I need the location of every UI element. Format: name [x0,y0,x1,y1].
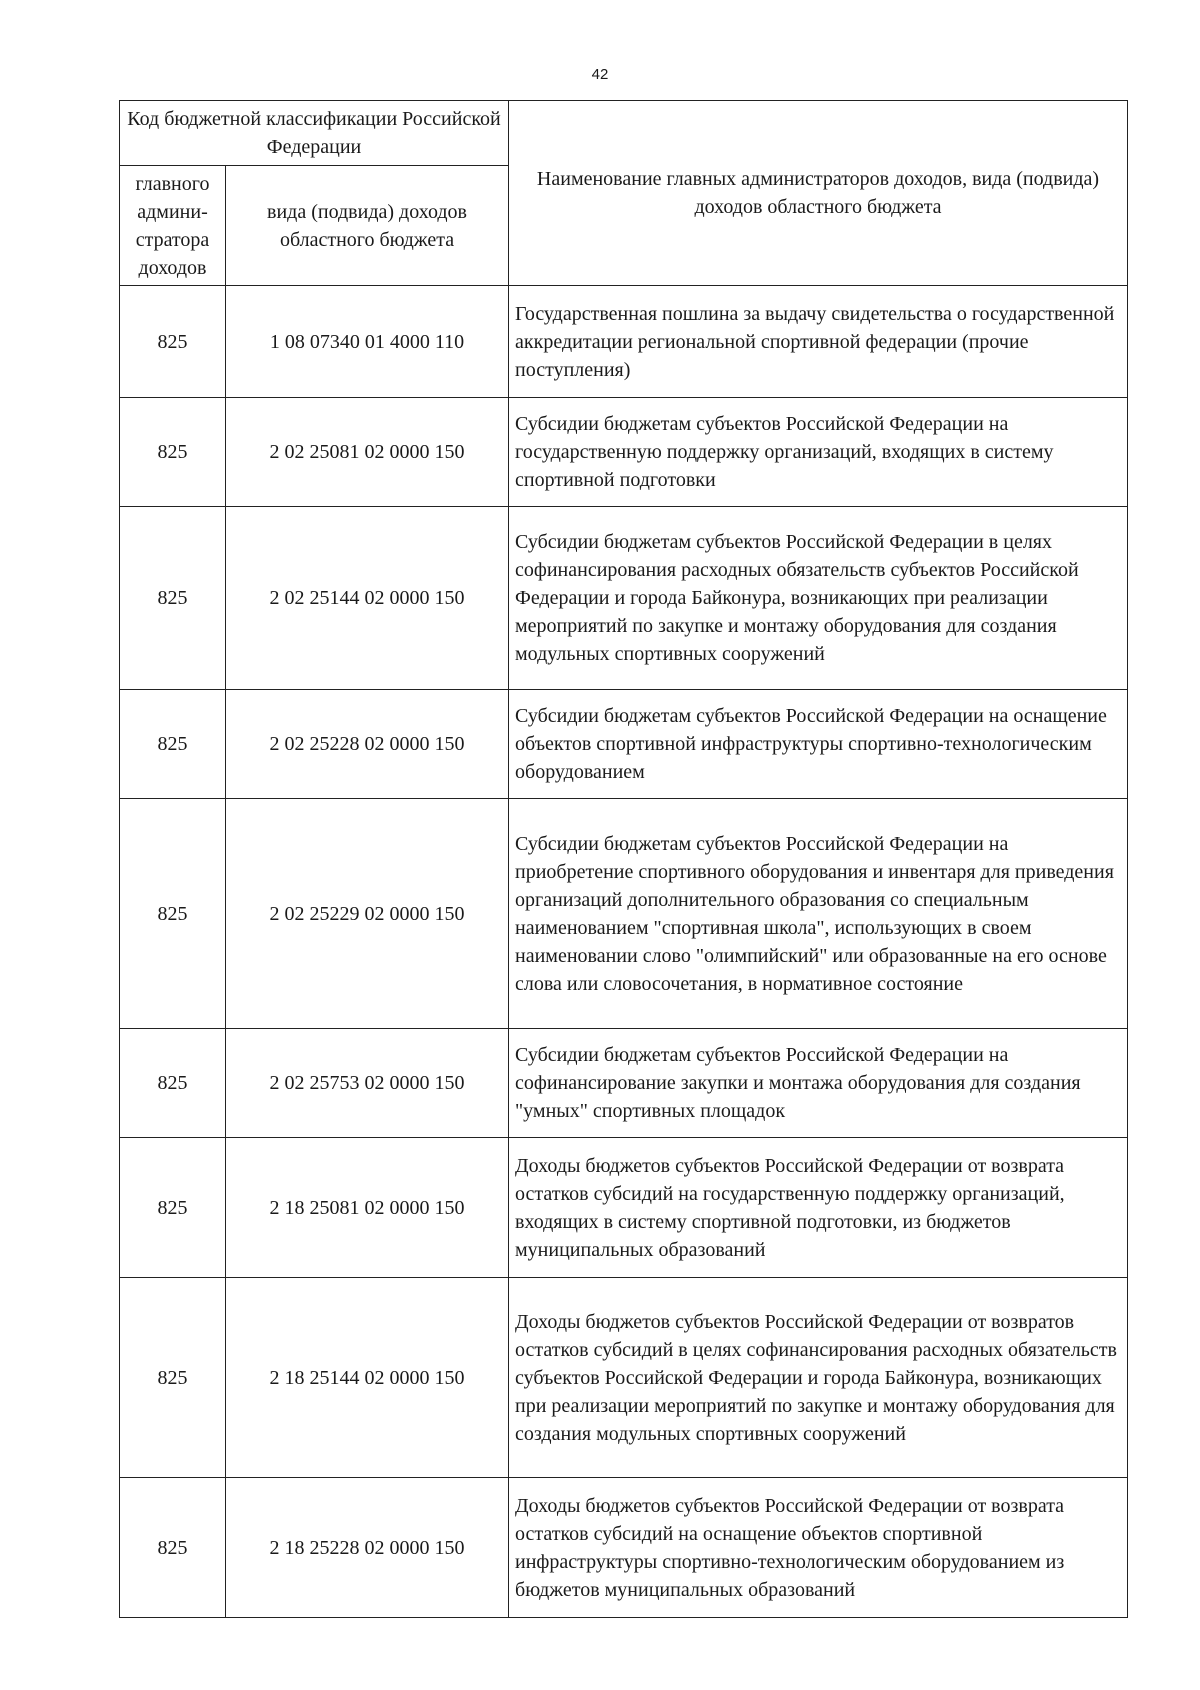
admin-code-cell: 825 [120,1138,226,1278]
table-row [120,1478,1128,1618]
income-name-cell: Субсидии бюджетам субъектов Российской Федерации на приобретение спортивного оборудования и инвентаря для приведения организаций дополнительного образования со специальным наименованием "спортивная школа", использующих в своем наименовании слово "олимпийский" или образованные на его основе слова или словосочетания, в нормативное состояние [509,799,1128,1029]
admin-code-cell: 825 [120,1478,226,1618]
income-name-cell: Субсидии бюджетам субъектов Российской Федерации в целях софинансирования расходных обязательств субъектов Российской Федерации и города Байконура, возникающих при реализации мероприятий по закупке и монтажу оборудования для создания модульных спортивных сооружений [509,507,1128,690]
income-name-cell: Субсидии бюджетам субъектов Российской Федерации на государственную поддержку организаций, входящих в систему спортивной подготовки [509,398,1128,507]
budget-code-cell: 2 18 25228 02 0000 150 [226,1478,509,1618]
table-row [120,398,1128,507]
admin-code-cell: 825 [120,799,226,1029]
admin-code-cell: 825 [120,1278,226,1478]
budget-code-cell: 1 08 07340 01 4000 110 [226,286,509,398]
admin-code-cell: 825 [120,690,226,799]
income-name-cell: Субсидии бюджетам субъектов Российской Федерации на софинансирование закупки и монтажа оборудования для создания "умных" спортивных площадок [509,1029,1128,1138]
page-number: 42 [591,66,609,83]
budget-code-cell: 2 02 25229 02 0000 150 [226,799,509,1029]
budget-code-cell: 2 02 25753 02 0000 150 [226,1029,509,1138]
admin-code-cell: 825 [120,286,226,398]
income-name-cell: Субсидии бюджетам субъектов Российской Федерации на оснащение объектов спортивной инфраструктуры спортивно-технологическим оборудованием [509,690,1128,799]
table-row [120,690,1128,799]
budget-code-cell: 2 18 25081 02 0000 150 [226,1138,509,1278]
budget-code-cell: 2 02 25228 02 0000 150 [226,690,509,799]
revenue-codes-table [119,100,1128,1618]
income-name-cell: Доходы бюджетов субъектов Российской Федерации от возврата остатков субсидий на оснащение объектов спортивной инфраструктуры спортивно-технологическим оборудованием из бюджетов муниципальных образований [509,1478,1128,1618]
table-row [120,1029,1128,1138]
admin-code-cell: 825 [120,507,226,690]
header-name: Наименование главных администраторов доходов, вида (подвида) доходов областного бюджета [509,101,1128,286]
header-income-kind: вида (подвида) доходов областного бюджета [226,166,509,286]
header-budget-code-group: Код бюджетной классификации Российской Федерации [120,101,509,166]
table-row [120,799,1128,1029]
admin-code-cell: 825 [120,398,226,507]
header-row-top [120,101,1128,166]
table-row [120,1278,1128,1478]
table-row [120,1138,1128,1278]
budget-code-cell: 2 02 25081 02 0000 150 [226,398,509,507]
header-admin: главного админи-стратора доходов [120,166,226,286]
income-name-cell: Государственная пошлина за выдачу свидетельства о государственной аккредитации региональной спортивной федерации (прочие поступления) [509,286,1128,398]
income-name-cell: Доходы бюджетов субъектов Российской Федерации от возврата остатков субсидий на государственную поддержку организаций, входящих в систему спортивной подготовки, из бюджетов муниципальных образований [509,1138,1128,1278]
table-row [120,286,1128,398]
table-row [120,507,1128,690]
income-name-cell: Доходы бюджетов субъектов Российской Федерации от возвратов остатков субсидий в целях софинансирования расходных обязательств субъектов Российской Федерации и города Байконура, возникающих при реализации мероприятий по закупке и монтажу оборудования для создания модульных спортивных сооружений [509,1278,1128,1478]
budget-code-cell: 2 02 25144 02 0000 150 [226,507,509,690]
budget-code-cell: 2 18 25144 02 0000 150 [226,1278,509,1478]
admin-code-cell: 825 [120,1029,226,1138]
